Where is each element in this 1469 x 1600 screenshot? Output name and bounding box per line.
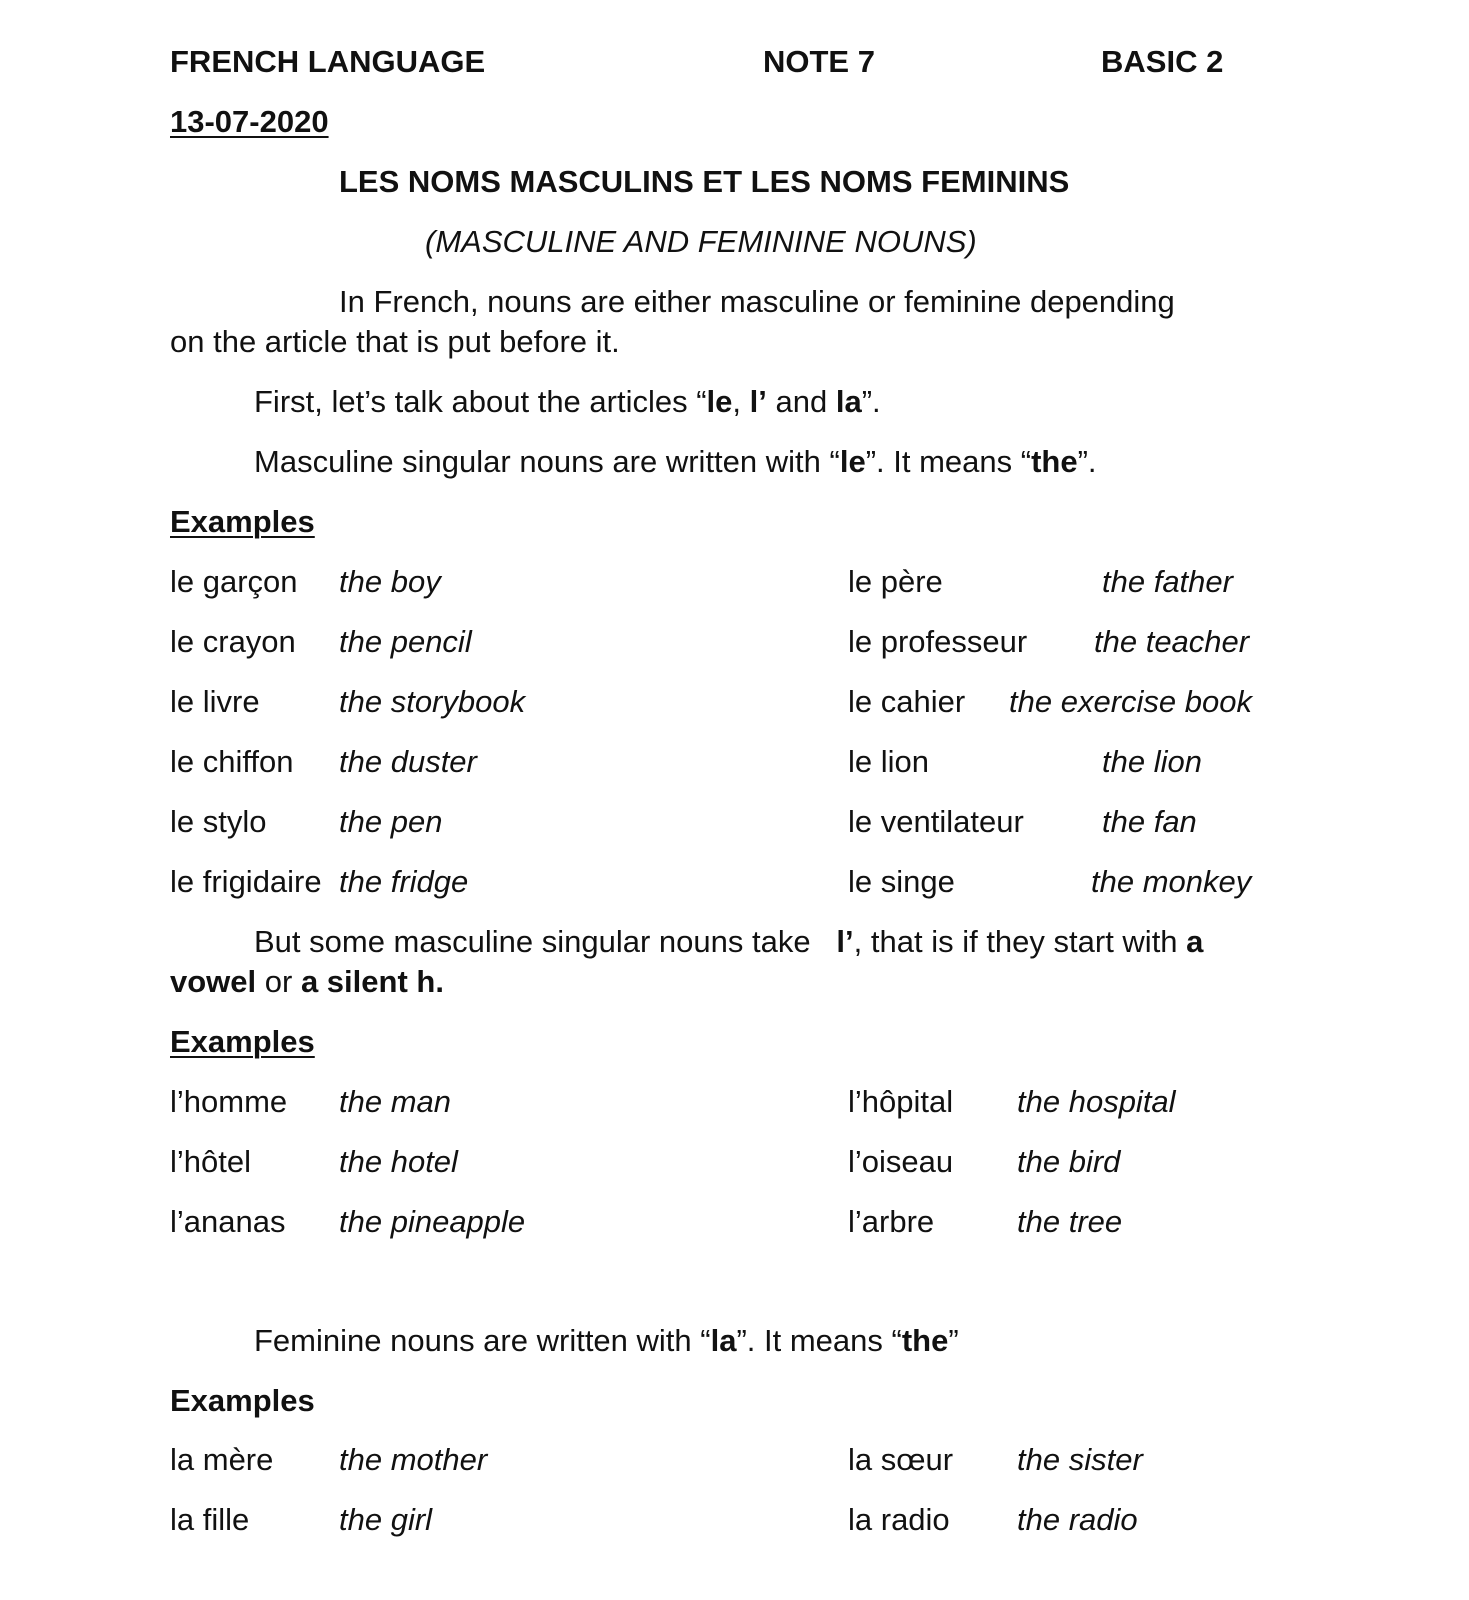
intro-line-2: on the article that is put before it. [170, 324, 620, 359]
masculine-sentence: Masculine singular nouns are written with “le”. It means “the”. [254, 444, 1097, 479]
example-en: the exercise book [1009, 684, 1252, 719]
example-en: the monkey [1091, 864, 1252, 899]
example-en: the mother [339, 1442, 488, 1477]
examples-heading: Examples [170, 504, 315, 539]
example-fr: le ventilateur [848, 804, 1024, 839]
example-en: the girl [339, 1502, 433, 1537]
examples-heading: Examples [170, 1383, 315, 1418]
vowel-sentence-line-2: vowel or a silent h. [170, 964, 444, 999]
page-title: LES NOMS MASCULINS ET LES NOMS FEMININS [339, 164, 1070, 199]
example-fr: l’hôtel [170, 1144, 251, 1179]
example-fr: l’arbre [848, 1204, 935, 1239]
note-number: NOTE 7 [763, 44, 875, 79]
example-en: the duster [339, 744, 477, 779]
intro-line-1: In French, nouns are either masculine or feminine depending [339, 284, 1175, 319]
page-subtitle: (MASCULINE AND FEMININE NOUNS) [425, 224, 977, 259]
example-fr: le chiffon [170, 744, 294, 779]
example-fr: l’oiseau [848, 1144, 954, 1179]
example-en: the boy [339, 564, 441, 599]
example-en: the father [1102, 564, 1233, 599]
example-en: the man [339, 1084, 452, 1119]
example-en: the pencil [339, 624, 472, 659]
example-fr: le livre [170, 684, 260, 719]
example-en: the sister [1017, 1442, 1143, 1477]
example-en: the hotel [339, 1144, 458, 1179]
example-en: the lion [1102, 744, 1202, 779]
example-en: the bird [1017, 1144, 1121, 1179]
example-en: the tree [1017, 1204, 1123, 1239]
example-fr: le frigidaire [170, 864, 322, 899]
example-fr: le lion [848, 744, 929, 779]
example-fr: la mère [170, 1442, 274, 1477]
example-en: the teacher [1094, 624, 1250, 659]
example-fr: l’homme [170, 1084, 288, 1119]
example-fr: le professeur [848, 624, 1028, 659]
example-en: the pineapple [339, 1204, 526, 1239]
example-fr: le père [848, 564, 943, 599]
example-fr: l’ananas [170, 1204, 286, 1239]
date: 13-07-2020 [170, 104, 329, 139]
class-label: BASIC 2 [1101, 44, 1224, 79]
articles-sentence: First, let’s talk about the articles “le, l’ and la”. [254, 384, 881, 419]
example-fr: le cahier [848, 684, 966, 719]
example-fr: le garçon [170, 564, 298, 599]
example-fr: la radio [848, 1502, 950, 1537]
example-en: the storybook [339, 684, 526, 719]
vowel-sentence-line-1: But some masculine singular nouns take l’, that is if they start with a [254, 924, 1204, 959]
example-fr: le singe [848, 864, 955, 899]
example-en: the hospital [1017, 1084, 1176, 1119]
example-fr: la sœur [848, 1442, 954, 1477]
example-fr: le stylo [170, 804, 267, 839]
example-en: the fridge [339, 864, 469, 899]
example-en: the radio [1017, 1502, 1138, 1537]
feminine-sentence: Feminine nouns are written with “la”. It means “the” [254, 1323, 959, 1358]
examples-heading: Examples [170, 1024, 315, 1059]
example-fr: l’hôpital [848, 1084, 954, 1119]
example-en: the fan [1102, 804, 1197, 839]
subject-label: FRENCH LANGUAGE [170, 44, 486, 79]
example-fr: la fille [170, 1502, 250, 1537]
example-en: the pen [339, 804, 443, 839]
example-fr: le crayon [170, 624, 296, 659]
